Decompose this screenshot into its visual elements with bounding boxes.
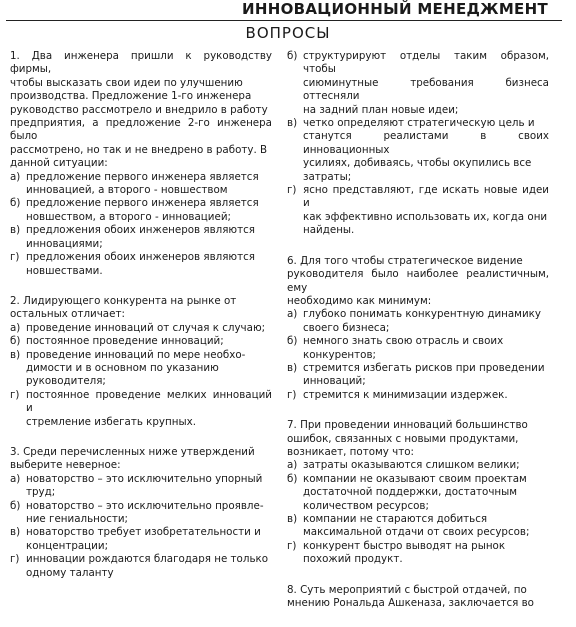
option-text: новаторство – это исключительно упорный труд; [26, 472, 263, 499]
answer-option [287, 389, 549, 402]
option-letter: г) [287, 184, 297, 197]
answer-options [287, 50, 549, 238]
option-letter: в) [287, 513, 298, 525]
answer-option [287, 459, 549, 472]
option-text: немного знать свою отрасль и своих конкурентов; [303, 335, 504, 361]
answer-options [10, 473, 272, 580]
answer-option [10, 171, 272, 198]
option-letter: б) [10, 499, 21, 512]
left-column [10, 50, 272, 597]
answer-options [287, 308, 549, 402]
question-stem: 3. Среди перечисленных ниже утверждений выберите неверное: [10, 445, 255, 472]
option-text: новаторство – это исключительно проявле- ние гениальности; [26, 499, 264, 525]
question-block [10, 295, 272, 429]
answer-option [10, 473, 272, 500]
option-text: стремится к минимизации издержек. [303, 388, 508, 401]
option-letter: а) [10, 170, 21, 183]
answer-options [287, 459, 549, 566]
answer-option [10, 335, 272, 348]
question-stem: 1. Два инженера пришли к руководству фирмы, чтобы высказать свои идеи по улучшению производства. Предложение 1-го инженера руководство рассмотрело и внедрило в работу предприятия, а предложение 2-го инженера было рассмотрено, но так и не внедрено в работу. В данной ситуации: [10, 50, 272, 170]
section-title: ВОПРОСЫ [245, 24, 331, 42]
answer-option [10, 349, 272, 389]
answer-option [287, 117, 549, 184]
right-column [287, 50, 549, 627]
question-stem: 6. Для того чтобы стратегическое видение руководителя было наиболее реалистичным, ему необходимо как минимум: [287, 254, 549, 307]
option-letter: в) [10, 224, 21, 237]
option-text: постоянное проведение инноваций; [26, 335, 224, 348]
answer-option [10, 224, 272, 251]
option-letter: г) [10, 553, 20, 566]
option-text: предложение первого инженера является новшеством, а второго - инновацией; [26, 197, 259, 223]
question-block [287, 50, 549, 238]
question-stem: 7. При проведении инноваций большинство ошибок, связанных с новыми продуктами, возникает, потому что: [287, 419, 528, 458]
option-text: ясно представляют, где искать новые идеи и как эффективно использовать их, когда они найдены. [303, 184, 549, 237]
question-block [10, 50, 272, 278]
answer-option [287, 50, 549, 117]
option-letter: г) [10, 388, 20, 401]
option-letter: а) [10, 321, 21, 334]
book-title: ИННОВАЦИОННЫЙ МЕНЕДЖМЕНТ [242, 0, 548, 18]
option-letter: б) [10, 335, 21, 348]
option-text: глубоко понимать конкурентную динамику своего бизнеса; [303, 308, 541, 334]
option-text: стремится избегать рисков при проведении инноваций; [303, 361, 545, 388]
answer-options [10, 171, 272, 278]
answer-option [10, 553, 272, 580]
option-text: предложения обоих инженеров являются новшествами. [26, 251, 255, 277]
question-block [287, 584, 549, 611]
answer-option [10, 322, 272, 335]
answer-option [287, 335, 549, 362]
page-header [0, 0, 576, 22]
question-stem: 2. Лидирующего конкурента на рынке от остальных отличает: [10, 294, 237, 321]
question-stem: 8. Суть мероприятий с быстрой отдачей, по мнению Рональда Ашкеназа, заключается во [287, 583, 534, 610]
option-letter: г) [287, 388, 297, 401]
option-letter: в) [10, 348, 21, 361]
answer-option [10, 197, 272, 224]
option-letter: б) [287, 50, 298, 62]
option-text: затраты оказываются слишком велики; [303, 459, 520, 472]
answer-option [10, 251, 272, 278]
option-letter: а) [10, 472, 21, 485]
option-text: компании не оказывают своим проектам достаточной поддержки, достаточным количеством ресурсов; [303, 472, 527, 512]
option-text: четко определяют стратегическую цель и станутся реалистами в своих инновационных усилиях, добиваясь, чтобы окупились все затраты; [303, 117, 549, 183]
answer-option [287, 513, 549, 540]
question-block [10, 446, 272, 580]
option-text: компании не стараются добиться максимальной отдачи от своих ресурсов; [303, 513, 530, 539]
option-letter: б) [10, 197, 21, 210]
header-divider [6, 20, 562, 21]
option-letter: б) [287, 472, 298, 485]
answer-option [10, 389, 272, 429]
option-text: новаторство требует изобретательности и концентрации; [26, 526, 261, 552]
option-text: конкурент быстро выводят на рынок похожий продукт. [303, 539, 506, 566]
answer-option [287, 184, 549, 238]
question-block [287, 255, 549, 402]
answer-option [287, 540, 549, 567]
option-letter: б) [287, 335, 298, 348]
option-letter: а) [287, 459, 298, 472]
option-letter: в) [10, 526, 21, 539]
answer-option [10, 500, 272, 527]
option-text: структурируют отделы таким образом, чтобы сиюминутные требования бизнеса оттесняли на задний план новые идеи; [303, 50, 549, 116]
option-text: постоянное проведение мелких инноваций и стремление избегать крупных. [26, 388, 272, 428]
option-letter: в) [287, 361, 298, 374]
option-text: предложение первого инженера является инновацией, а второго - новшеством [26, 170, 259, 197]
answer-option [10, 526, 272, 553]
option-letter: а) [287, 308, 298, 321]
option-letter: г) [10, 251, 20, 264]
question-block [287, 419, 549, 566]
answer-option [287, 473, 549, 513]
option-text: проведение инноваций от случая к случаю; [26, 321, 266, 334]
option-text: предложения обоих инженеров являются инновациями; [26, 224, 255, 250]
option-text: инновации рождаются благодаря не только одному таланту [26, 553, 269, 579]
answer-option [287, 362, 549, 389]
option-letter: в) [287, 117, 298, 130]
answer-option [287, 308, 549, 335]
option-text: проведение инноваций по мере необхо- димости и в основном по указанию руководителя; [26, 348, 246, 388]
answer-options [10, 322, 272, 429]
option-letter: г) [287, 539, 297, 552]
